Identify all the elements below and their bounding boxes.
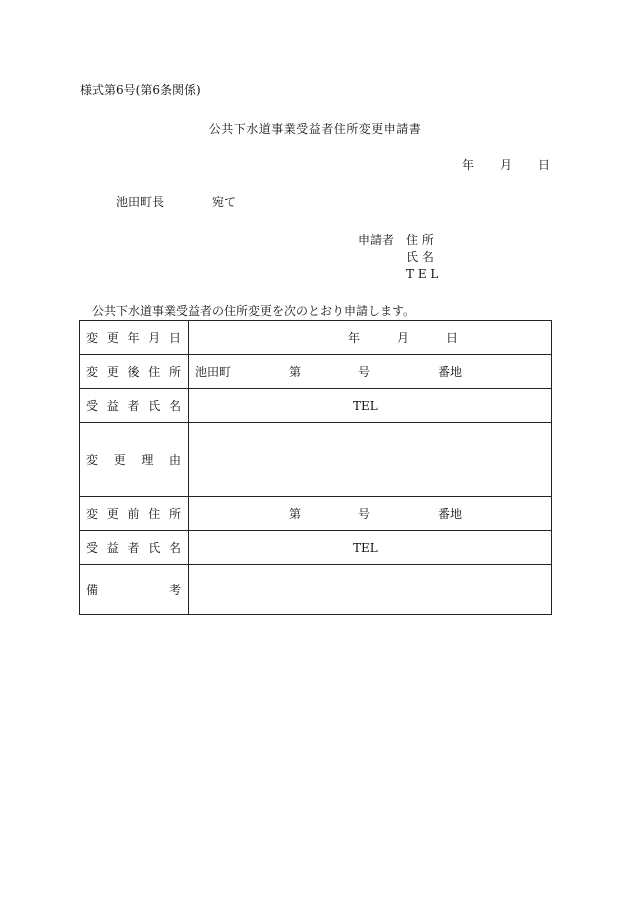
change-reason-field[interactable] bbox=[189, 423, 552, 497]
addressee bbox=[116, 193, 236, 210]
label-char: 所 bbox=[168, 365, 181, 379]
label-char: 後 bbox=[127, 365, 140, 379]
label-char: 益 bbox=[106, 541, 119, 555]
applicant-name-label: 氏 名 bbox=[406, 250, 434, 264]
intro-text: 公共下水道事業受益者の住所変更を次のとおり申請します。 bbox=[92, 304, 416, 318]
row-change-reason bbox=[80, 423, 552, 497]
label-char: 受 bbox=[86, 399, 99, 413]
beneficiary-name-field-2[interactable] bbox=[189, 531, 552, 565]
label-char: 名 bbox=[168, 399, 181, 413]
label-change-date bbox=[80, 321, 189, 355]
label-remarks bbox=[80, 565, 189, 615]
label-beneficiary-name-2 bbox=[80, 531, 189, 565]
change-form-table bbox=[79, 320, 552, 615]
change-year-label: 年 bbox=[348, 331, 361, 345]
label-char: 氏 bbox=[148, 541, 161, 555]
label-change-reason bbox=[80, 423, 189, 497]
applicant-tel-label: T E L bbox=[406, 267, 439, 281]
new-address-field[interactable] bbox=[189, 355, 552, 389]
label-char: 考 bbox=[168, 583, 181, 597]
label-char: 氏 bbox=[148, 399, 161, 413]
change-date-field[interactable] bbox=[189, 321, 552, 355]
applicant-address-label: 住 所 bbox=[406, 233, 434, 247]
label-char: 更 bbox=[106, 331, 119, 345]
new-address-banchi-label: 番地 bbox=[438, 365, 463, 379]
label-char: 年 bbox=[127, 331, 140, 345]
label-char: 変 bbox=[86, 365, 99, 379]
label-char: 者 bbox=[127, 399, 140, 413]
label-beneficiary-name-1 bbox=[80, 389, 189, 423]
form-number-label: 様式第6号(第6条関係) bbox=[80, 83, 201, 97]
applicant-block bbox=[358, 232, 438, 283]
date-month-label: 月 bbox=[500, 158, 513, 172]
label-char: 名 bbox=[168, 541, 181, 555]
document-title: 公共下水道事業受益者住所変更申請書 bbox=[208, 122, 422, 136]
change-month-label: 月 bbox=[397, 331, 410, 345]
applicant-label: 申請者 bbox=[358, 233, 395, 247]
label-char: 更 bbox=[106, 507, 119, 521]
old-address-go-label: 号 bbox=[358, 507, 371, 521]
label-char: 変 bbox=[86, 507, 99, 521]
label-char: 日 bbox=[168, 331, 181, 345]
row-beneficiary-name-2 bbox=[80, 531, 552, 565]
label-char: 変 bbox=[86, 453, 99, 467]
old-address-field[interactable] bbox=[189, 497, 552, 531]
label-char: 住 bbox=[148, 507, 161, 521]
label-char: 前 bbox=[127, 507, 140, 521]
beneficiary-tel-label-1: TEL bbox=[353, 398, 378, 413]
label-char: 益 bbox=[106, 399, 119, 413]
label-char: 由 bbox=[168, 453, 181, 467]
label-char: 受 bbox=[86, 541, 99, 555]
change-day-label: 日 bbox=[446, 331, 459, 345]
remarks-field[interactable] bbox=[189, 565, 552, 615]
date-day-label: 日 bbox=[538, 158, 551, 172]
label-old-address bbox=[80, 497, 189, 531]
label-new-address bbox=[80, 355, 189, 389]
new-address-town: 池田町 bbox=[195, 365, 232, 379]
old-address-banchi-label: 番地 bbox=[438, 507, 463, 521]
label-char: 住 bbox=[148, 365, 161, 379]
label-char: 所 bbox=[168, 507, 181, 521]
label-char: 変 bbox=[86, 331, 99, 345]
old-address-dai-label: 第 bbox=[289, 507, 302, 521]
new-address-dai-label: 第 bbox=[289, 365, 302, 379]
row-beneficiary-name-1 bbox=[80, 389, 552, 423]
new-address-go-label: 号 bbox=[358, 365, 371, 379]
label-char: 理 bbox=[141, 453, 154, 467]
label-char: 月 bbox=[148, 331, 161, 345]
label-char: 備 bbox=[86, 583, 99, 597]
label-char: 更 bbox=[113, 453, 126, 467]
label-char: 更 bbox=[106, 365, 119, 379]
row-new-address bbox=[80, 355, 552, 389]
row-old-address bbox=[80, 497, 552, 531]
label-char: 者 bbox=[127, 541, 140, 555]
application-date bbox=[462, 156, 550, 173]
row-change-date bbox=[80, 321, 552, 355]
beneficiary-tel-label-2: TEL bbox=[353, 540, 378, 555]
addressee-name: 池田町長 bbox=[116, 195, 165, 209]
row-remarks bbox=[80, 565, 552, 615]
beneficiary-name-field-1[interactable] bbox=[189, 389, 552, 423]
addressee-suffix: 宛て bbox=[212, 195, 237, 209]
date-year-label: 年 bbox=[462, 158, 475, 172]
